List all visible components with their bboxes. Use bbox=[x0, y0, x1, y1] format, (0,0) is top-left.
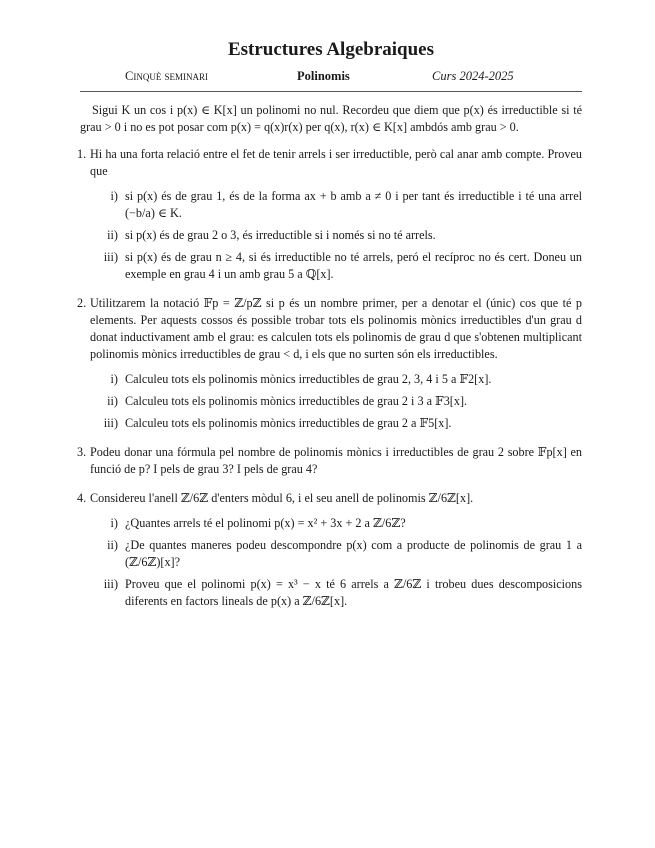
subquestion-item bbox=[90, 249, 582, 283]
subquestion-text: ¿De quantes maneres podeu descompondre p(x) com a producte de polinomis de grau 1 a (ℤ/6ℤ)[x]? bbox=[125, 538, 582, 569]
subquestion-item bbox=[90, 415, 582, 432]
subquestion-text: ¿Quantes arrels té el polinomi p(x) = x² + 3x + 2 a ℤ/6ℤ? bbox=[125, 516, 406, 530]
question-text: Podeu donar una fórmula pel nombre de polinomis mònics i irreductibles de grau 2 sobre 𝔽p[x] en funció de p? I pels de grau 3? I pels de grau 4? bbox=[90, 445, 582, 476]
subquestion-item bbox=[90, 393, 582, 410]
subquestion-number: i) bbox=[110, 516, 118, 530]
subquestion-item bbox=[90, 371, 582, 388]
seminar-label: Cinquè seminari bbox=[125, 69, 208, 83]
subquestion-text: Proveu que el polinomi p(x) = x³ − x té 6 arrels a ℤ/6ℤ i trobeu dues descomposicions diferents en factors lineals de p(x) a ℤ/6ℤ[x]. bbox=[125, 577, 582, 608]
subquestion-number: iii) bbox=[103, 577, 118, 591]
question-text: Hi ha una forta relació entre el fet de tenir arrels i ser irreductible, però cal anar amb compte. Proveu que bbox=[90, 147, 582, 178]
question-list bbox=[77, 146, 582, 610]
header-divider bbox=[80, 91, 582, 92]
subquestion-number: iii) bbox=[103, 416, 118, 430]
document-page bbox=[77, 28, 582, 622]
subquestion-item bbox=[90, 515, 582, 532]
question-item bbox=[77, 295, 582, 432]
question-number: 2. bbox=[77, 296, 87, 310]
subquestion-number: i) bbox=[110, 189, 118, 203]
topic-label: Polinomis bbox=[297, 69, 350, 83]
question-item bbox=[77, 444, 582, 478]
subquestion-text: si p(x) és de grau n ≥ 4, si és irreductible no té arrels, peró el recíproc no és cert. Doneu un exemple en grau 4 i un amb grau 5 a ℚ[x]. bbox=[125, 250, 582, 281]
subquestion-item bbox=[90, 188, 582, 222]
question-number: 4. bbox=[77, 491, 87, 505]
subquestion-item bbox=[90, 576, 582, 610]
subquestion-item bbox=[90, 537, 582, 571]
subquestion-number: ii) bbox=[107, 538, 118, 552]
subquestion-list bbox=[90, 188, 582, 283]
subquestion-text: si p(x) és de grau 2 o 3, és irreductible si i només si no té arrels. bbox=[125, 228, 436, 242]
subquestion-item bbox=[90, 227, 582, 244]
subquestion-list bbox=[90, 515, 582, 610]
subquestion-text: Calculeu tots els polinomis mònics irreductibles de grau 2 a 𝔽5[x]. bbox=[125, 416, 452, 430]
subquestion-number: iii) bbox=[103, 250, 118, 264]
subquestion-text: Calculeu tots els polinomis mònics irreductibles de grau 2, 3, 4 i 5 a 𝔽2[x]. bbox=[125, 372, 492, 386]
subquestion-number: i) bbox=[110, 372, 118, 386]
question-text: Utilitzarem la notació 𝔽p = ℤ/pℤ si p és un nombre primer, per a denotar el (únic) cos que té p elements. Per aquests cossos és possible trobar tots els polinomis mònics irreductibles d'un grau d donat inductivament amb el grau: es calculen tots els polinomis de grau d que s'obtenen multiplicant polinomis mònics irreductibles de grau < d, i els que no surten són els irreductibles. bbox=[90, 296, 582, 361]
subquestion-number: ii) bbox=[107, 228, 118, 242]
document-title: Estructures Algebraiques bbox=[227, 39, 434, 60]
subquestion-list bbox=[90, 371, 582, 432]
course-label: Curs 2024-2025 bbox=[432, 69, 514, 83]
question-number: 1. bbox=[77, 147, 87, 161]
intro-paragraph: Sigui K un cos i p(x) ∈ K[x] un polinomi no nul. Recordeu que diem que p(x) és irreductible si té grau > 0 i no es pot posar com p(x) = q(x)r(x) per q(x), r(x) ∈ K[x] ambdós amb grau > 0. bbox=[80, 103, 582, 134]
question-item bbox=[77, 146, 582, 283]
question-text: Considereu l'anell ℤ/6ℤ d'enters mòdul 6, i el seu anell de polinomis ℤ/6ℤ[x]. bbox=[90, 491, 474, 505]
subquestion-text: Calculeu tots els polinomis mònics irreductibles de grau 2 i 3 a 𝔽3[x]. bbox=[125, 394, 468, 408]
question-number: 3. bbox=[77, 445, 87, 459]
subquestion-text: si p(x) és de grau 1, és de la forma ax + b amb a ≠ 0 i per tant és irreductible i té una arrel (−b/a) ∈ K. bbox=[125, 189, 582, 220]
question-item bbox=[77, 490, 582, 610]
subquestion-number: ii) bbox=[107, 394, 118, 408]
document-subheader bbox=[80, 68, 582, 86]
